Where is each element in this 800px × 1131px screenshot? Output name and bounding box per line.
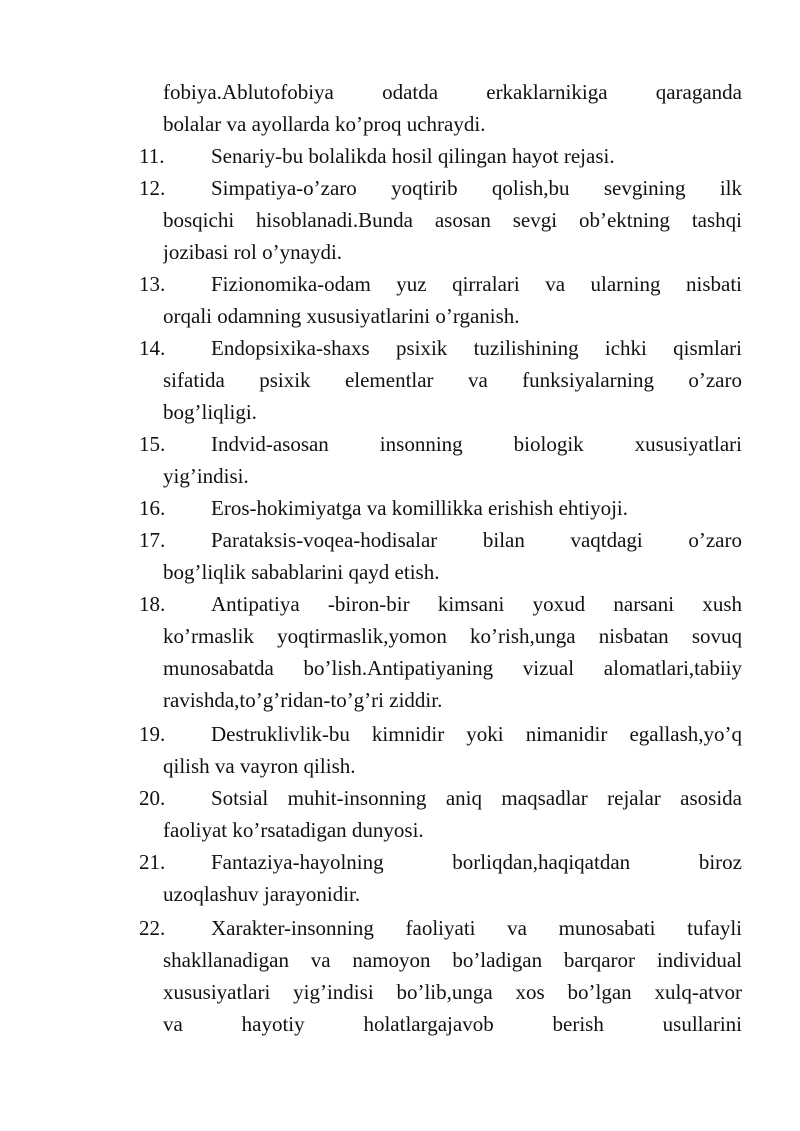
list-item-line: faoliyat ko’rsatadigan dunyosi. <box>163 818 424 842</box>
list-item-line: uzoqlashuv jarayonidir. <box>163 882 361 906</box>
list-item-number: 18. <box>139 592 166 616</box>
list-item-line: munosabatda bo’lish.Antipatiyaning vizual alomatlari,tabiiy <box>163 656 742 680</box>
list-item-number: 13. <box>139 272 166 296</box>
list-item-line: qilish va vayron qilish. <box>163 754 356 778</box>
list-item-number: 21. <box>139 850 166 874</box>
list-item-line: Parataksis-voqea-hodisalar bilan vaqtdagi o’zaro <box>211 528 742 552</box>
list-item-line: Senariy-bu bolalikda hosil qilingan hayot rejasi. <box>211 144 615 168</box>
list-item-line: Simpatiya-o’zaro yoqtirib qolish,bu sevgining ilk <box>211 176 742 200</box>
list-item-line: Xarakter-insonning faoliyati va munosabati tufayli <box>211 916 742 940</box>
list-item-line: sifatida psixik elementlar va funksiyalarning o’zaro <box>163 368 742 392</box>
list-item-line: jozibasi rol o’ynaydi. <box>163 240 343 264</box>
list-item-line: bosqichi hisoblanadi.Bunda asosan sevgi ob’ektning tashqi <box>163 208 742 232</box>
list-item-line: ravishda,to’g’ridan-to’g’ri ziddir. <box>163 688 443 712</box>
list-item-line: Sotsial muhit-insonning aniq maqsadlar rejalar asosida <box>211 786 742 810</box>
list-item-number: 22. <box>139 916 166 940</box>
list-item-line: Indvid-asosan insonning biologik xususiyatlari <box>211 432 742 456</box>
list-item-line: va hayotiy holatlargajavob berish usullarini <box>163 1012 742 1036</box>
list-item-line: Antipatiya -biron-bir kimsani yoxud narsani xush <box>211 592 742 616</box>
list-item-number: 14. <box>139 336 166 360</box>
list-item-number: 12. <box>139 176 166 200</box>
list-item-line: Fizionomika-odam yuz qirralari va ularning nisbati <box>211 272 742 296</box>
list-item-number: 17. <box>139 528 166 552</box>
list-item-number: 20. <box>139 786 166 810</box>
list-item-line: bog’liqligi. <box>163 400 257 424</box>
list-item-line: ko’rmaslik yoqtirmaslik,yomon ko’rish,unga nisbatan sovuq <box>163 624 742 648</box>
list-item-number: 16. <box>139 496 166 520</box>
list-item-line: orqali odamning xususiyatlarini o’rganish. <box>163 304 520 328</box>
intro-line: bolalar va ayollarda ko’proq uchraydi. <box>163 112 486 136</box>
list-item-line: Destruklivlik-bu kimnidir yoki nimanidir egallash,yo’q <box>211 722 742 746</box>
list-item-line: Endopsixika-shaxs psixik tuzilishining ichki qismlari <box>211 336 742 360</box>
list-item-line: shakllanadigan va namoyon bo’ladigan barqaror individual <box>163 948 742 972</box>
list-item-number: 19. <box>139 722 166 746</box>
list-item-line: bog’liqlik sabablarini qayd etish. <box>163 560 440 584</box>
list-item-line: Eros-hokimiyatga va komillikka erishish ehtiyoji. <box>211 496 629 520</box>
list-item-number: 15. <box>139 432 166 456</box>
list-item-line: xususiyatlari yig’indisi bo’lib,unga xos bo’lgan xulq-atvor <box>163 980 742 1004</box>
intro-line: fobiya.Ablutofobiya odatda erkaklarnikiga qaraganda <box>163 80 742 104</box>
list-item-number: 11. <box>139 144 165 168</box>
list-item-line: yig’indisi. <box>163 464 249 488</box>
list-item-line: Fantaziya-hayolning borliqdan,haqiqatdan biroz <box>211 850 742 874</box>
